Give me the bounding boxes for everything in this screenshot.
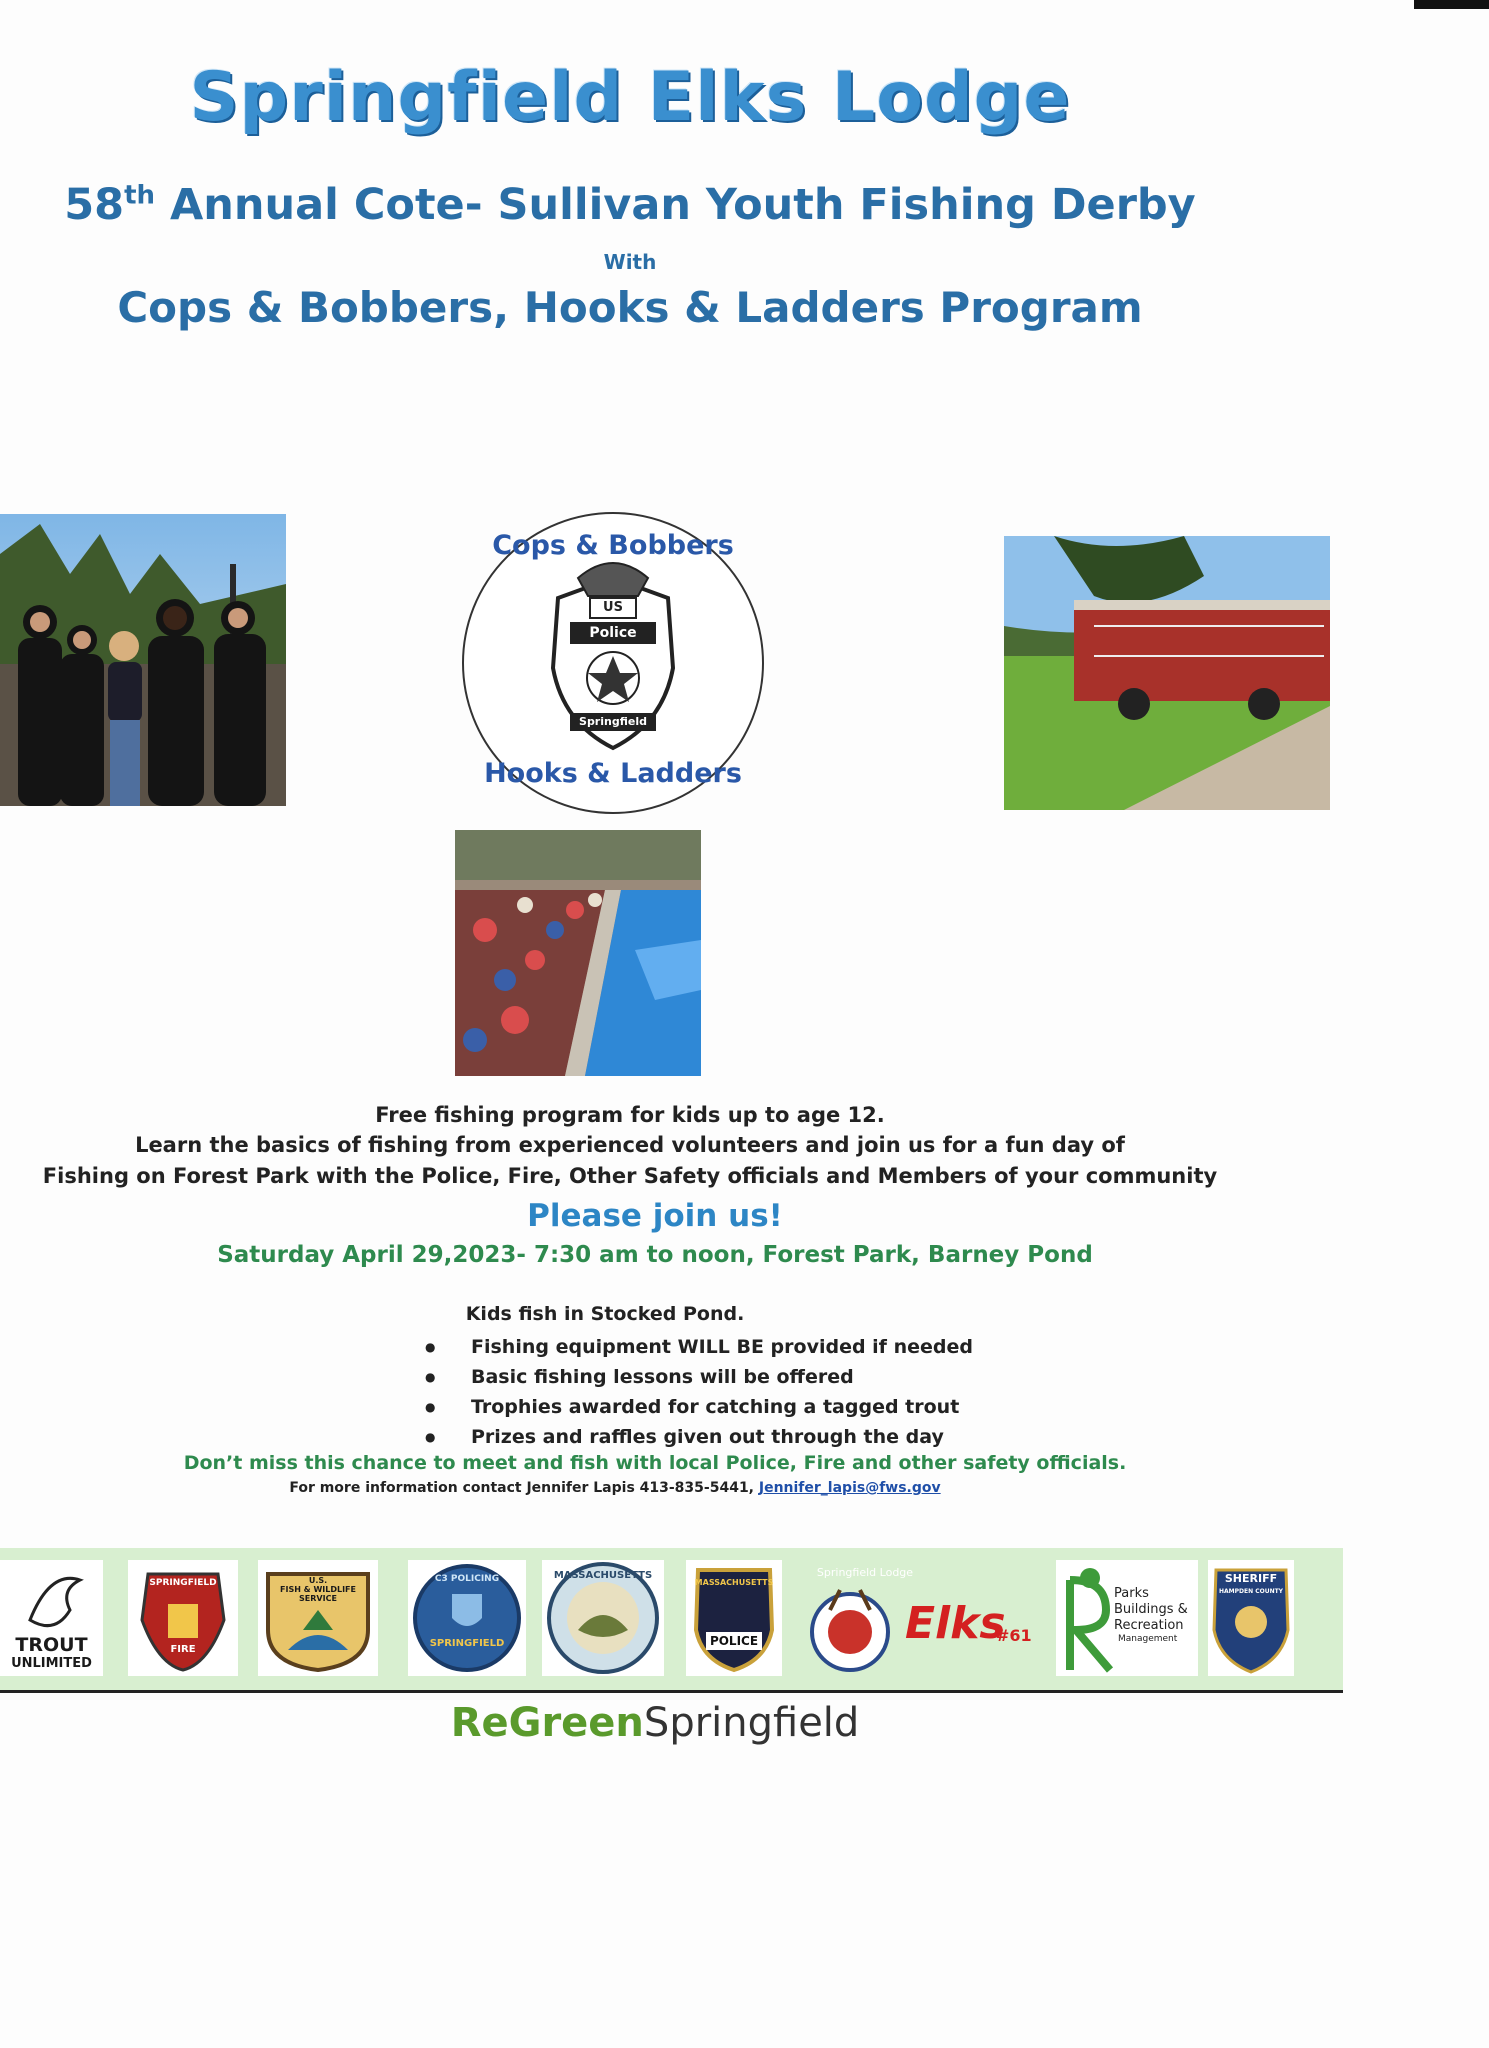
parks-text-4: Management <box>1118 1634 1178 1644</box>
parks-text-1: Parks <box>1114 1586 1149 1601</box>
elks-text-1: Springfield Lodge <box>816 1566 914 1579</box>
with-label: With <box>603 250 657 274</box>
elks-lodge-logo <box>800 1560 1045 1676</box>
features-list <box>425 1332 973 1452</box>
derby-subtitle <box>0 180 1260 230</box>
scan-edge-mark <box>1414 0 1489 9</box>
list-item: ● Fishing equipment WILL BE provided if needed <box>425 1332 973 1362</box>
trout-text-1: TROUT <box>15 1634 88 1656</box>
mass-fisheries-logo <box>542 1560 664 1676</box>
program-title: Cops & Bobbers, Hooks & Ladders Program <box>117 283 1143 332</box>
environmental-police-logo <box>686 1560 782 1676</box>
fws-text-2: FISH & WILDLIFE <box>280 1585 356 1594</box>
subtitle-rest: Annual Cote- Sullivan Youth Fishing Derby <box>155 180 1196 230</box>
mass-text-1: MASSACHUSETTS <box>553 1570 653 1581</box>
badge-bottom-text: Hooks & Ladders <box>484 758 742 789</box>
springfield-fire-logo <box>128 1560 238 1676</box>
list-item: ● Trophies awarded for catching a tagged trout <box>425 1392 973 1422</box>
env-text-2: POLICE <box>709 1634 759 1648</box>
info-line-1: Free fishing program for kids up to age 12. <box>375 1103 885 1127</box>
list-item: ● Basic fishing lessons will be offered <box>425 1362 973 1392</box>
subtitle-suffix: th <box>124 180 156 211</box>
sheriff-text-1: SHERIFF <box>1224 1572 1278 1585</box>
fire-text-1: SPRINGFIELD <box>149 1578 217 1588</box>
parks-buildings-logo <box>1056 1560 1198 1676</box>
list-item: ● Prizes and raffles given out through the day <box>425 1422 973 1452</box>
regreen-text-a: ReGreen <box>450 1700 644 1746</box>
cops-bobbers-badge <box>458 508 768 818</box>
info-line-3: Fishing on Forest Park with the Police, Fire, Other Safety officials and Members of your community <box>42 1164 1218 1188</box>
dont-miss-note: Don’t miss this chance to meet and fish with local Police, Fire and other safety officials. <box>183 1452 1127 1474</box>
c3-policing-logo <box>408 1560 526 1676</box>
fire-truck-photo <box>1004 536 1330 810</box>
badge-us-text: US <box>603 600 623 615</box>
subtitle-number: 58 <box>64 180 125 230</box>
stocked-pond-note: Kids fish in Stocked Pond. <box>465 1303 745 1325</box>
fish-wildlife-logo <box>258 1560 378 1676</box>
please-join-heading: Please join us! <box>527 1198 783 1234</box>
parks-text-3: Recreation <box>1114 1618 1184 1633</box>
trout-text-2: UNLIMITED <box>11 1656 92 1671</box>
parks-text-2: Buildings & <box>1114 1602 1188 1617</box>
event-date: Saturday April 29,2023- 7:30 am to noon, Forest Park, Barney Pond <box>217 1242 1093 1268</box>
badge-springfield-text: Springfield <box>579 715 647 728</box>
sponsor-logo-bar <box>0 1548 1343 1693</box>
cp-text-1: C3 POLICING <box>434 1574 500 1584</box>
hampden-sheriff-logo <box>1208 1560 1294 1676</box>
contact-text: For more information contact Jennifer Lapis 413-835-5441, <box>289 1480 759 1496</box>
regreen-text-b: Springfield <box>643 1700 860 1746</box>
info-line-2: Learn the basics of fishing from experienced volunteers and join us for a fun day of <box>135 1133 1125 1157</box>
fws-text-1: U.S. <box>308 1576 328 1585</box>
elks-text-2: Elks <box>905 1598 1006 1649</box>
fws-text-3: SERVICE <box>299 1594 337 1603</box>
cp-text-2: SPRINGFIELD <box>429 1638 505 1649</box>
badge-police-text: Police <box>589 625 637 641</box>
pond-crowd-photo <box>455 830 701 1076</box>
officers-photo <box>0 514 286 806</box>
regreen-springfield-logo <box>0 1700 1310 1746</box>
sheriff-text-2: HAMPDEN COUNTY <box>1218 1588 1284 1595</box>
badge-top-text: Cops & Bobbers <box>492 530 734 561</box>
elks-text-3: #61 <box>996 1626 1032 1645</box>
fire-text-2: FIRE <box>170 1644 196 1655</box>
trout-unlimited-logo <box>0 1560 103 1676</box>
page-title: Springfield Elks Lodge <box>189 58 1071 137</box>
contact-info <box>0 1480 1230 1496</box>
env-text-1: MASSACHUSETTS <box>694 1578 774 1587</box>
contact-email-link[interactable]: Jennifer_lapis@fws.gov <box>758 1480 941 1496</box>
